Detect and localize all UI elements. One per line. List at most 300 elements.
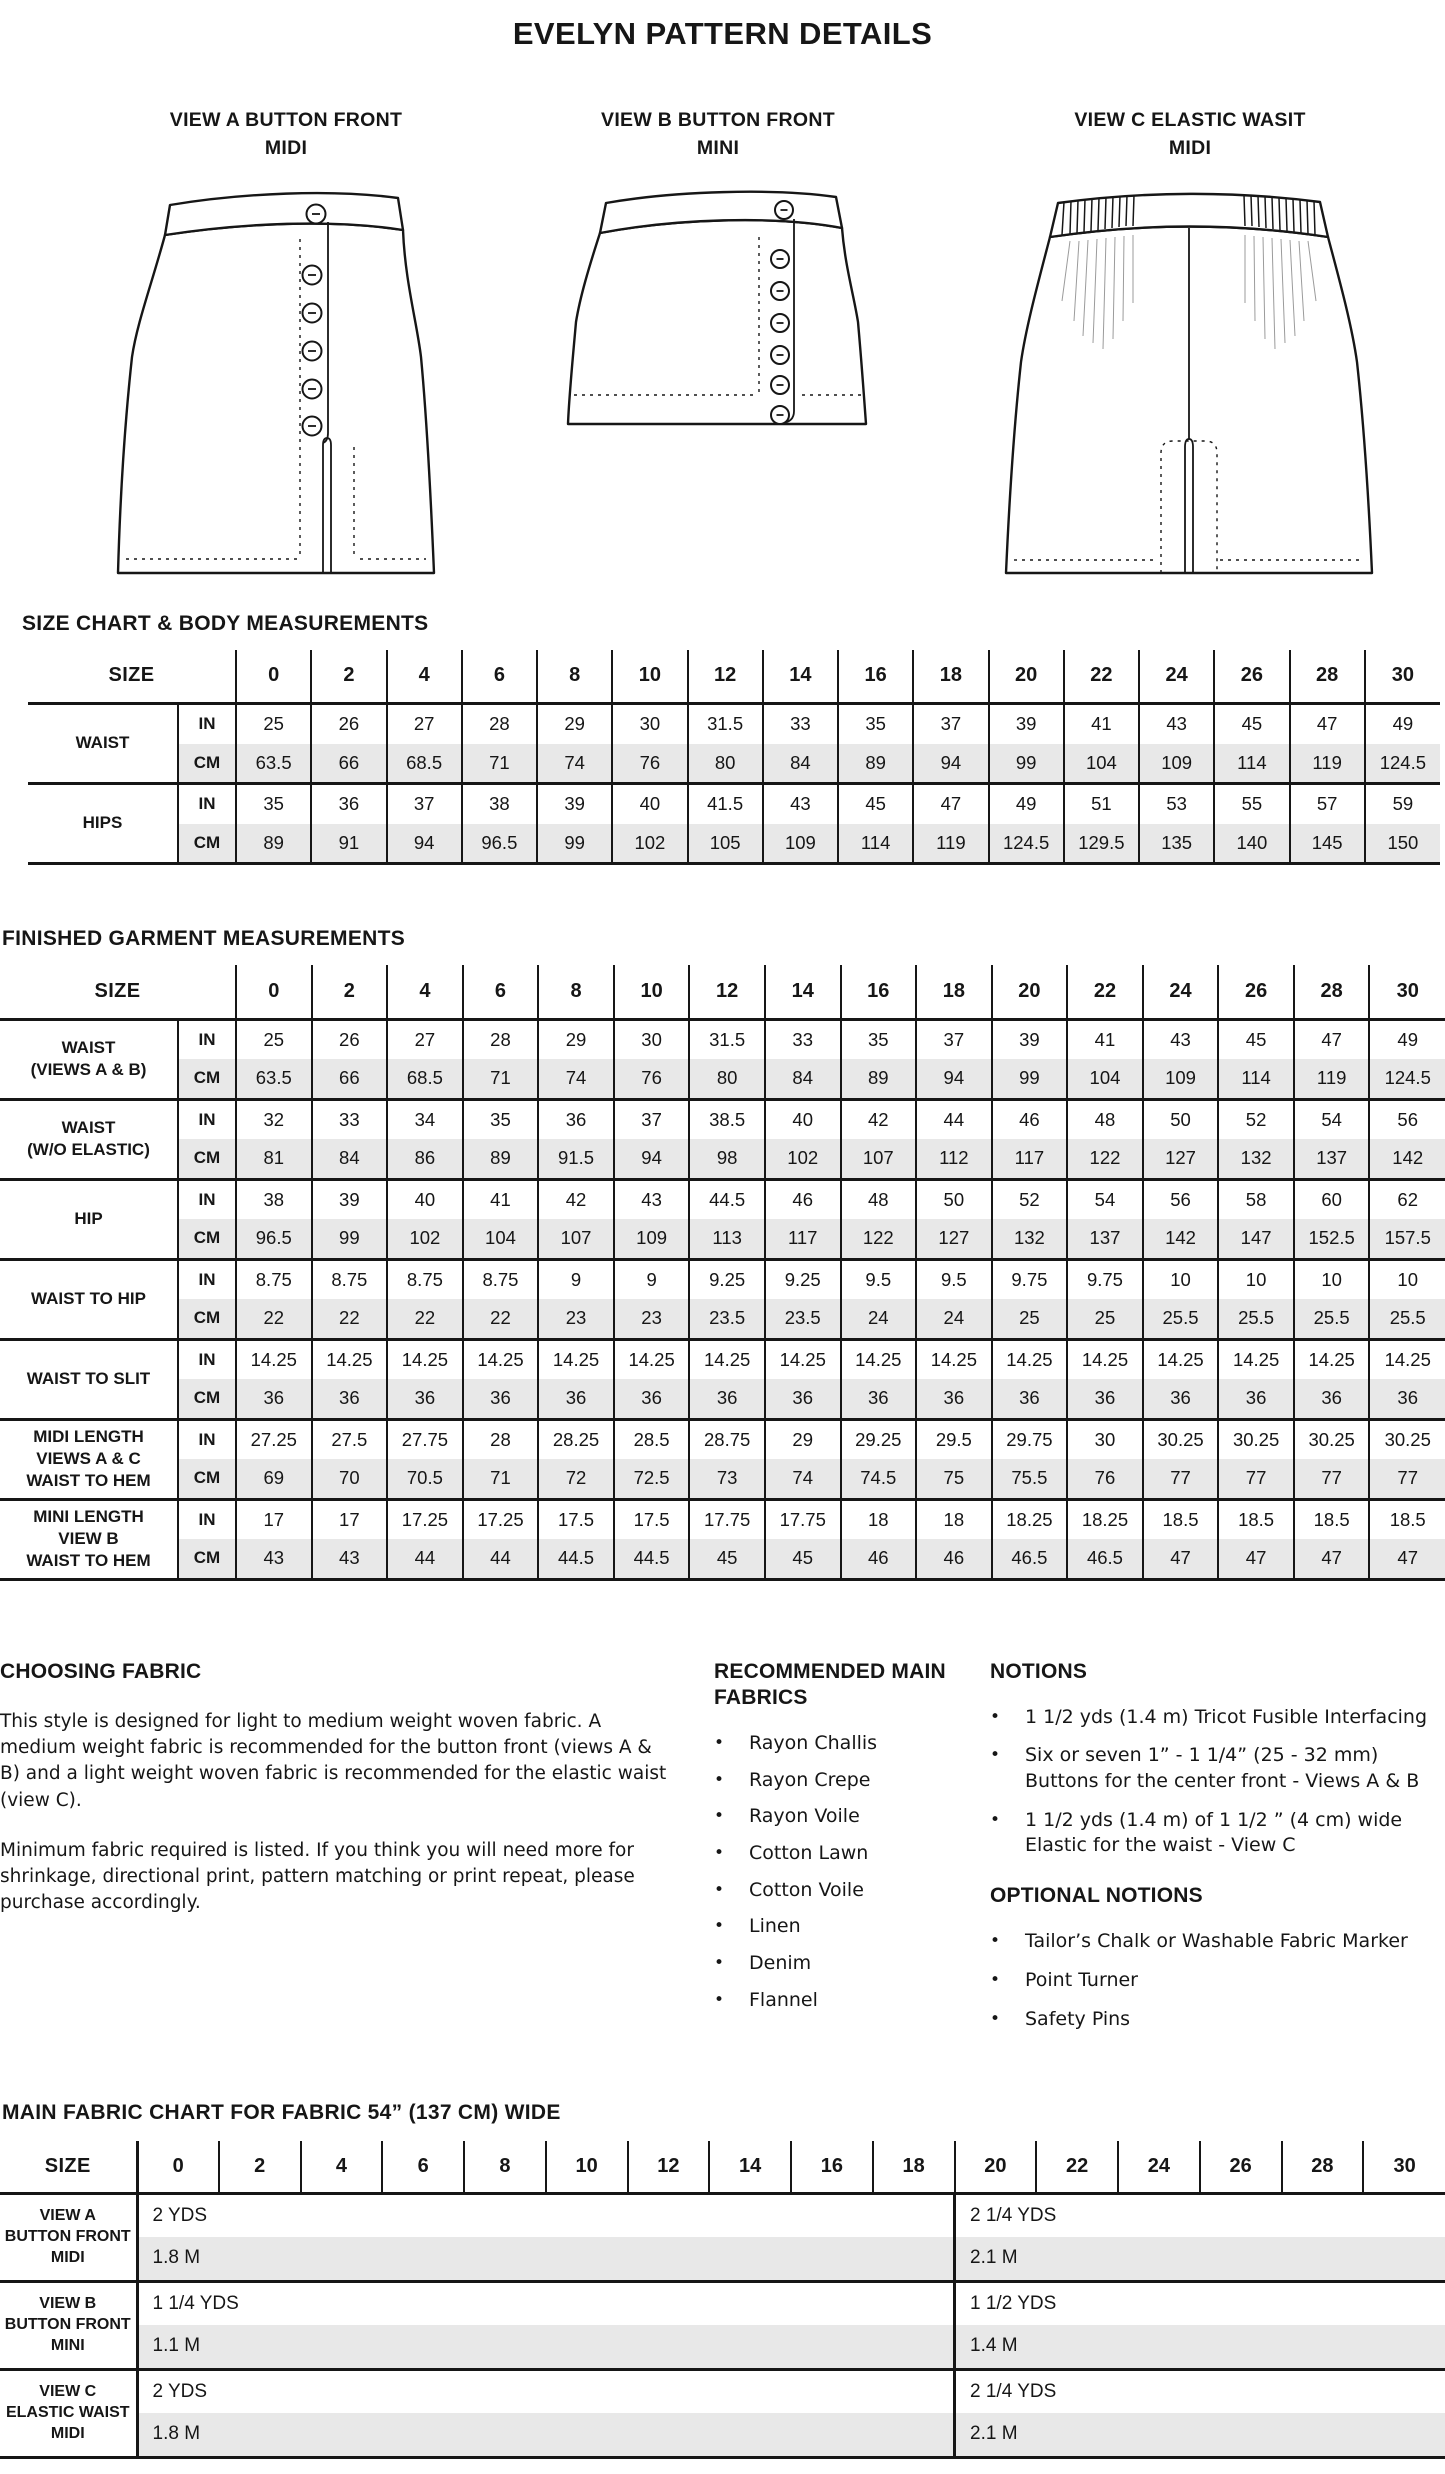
list-item — [990, 1968, 1442, 1994]
measurement-row-cm — [0, 1059, 1445, 1099]
table-cell: 14.25 — [463, 1339, 539, 1379]
table-cell: 25.5 — [1143, 1299, 1219, 1339]
table-cell: 37 — [913, 704, 988, 744]
size-column-header: 4 — [387, 650, 462, 704]
row-label: HIPS — [28, 784, 178, 864]
table-cell: 71 — [462, 744, 537, 784]
table-cell: 142 — [1369, 1139, 1445, 1179]
table-cell: 14.25 — [387, 1339, 463, 1379]
view-c-label: VIEW C ELASTIC WASIT MIDI — [986, 106, 1394, 163]
view-c-figure — [986, 106, 1394, 586]
table-cell: 40 — [387, 1179, 463, 1219]
table-cell: 30 — [612, 704, 687, 744]
table-cell: 122 — [1067, 1139, 1143, 1179]
unit-label-in: IN — [178, 784, 236, 824]
table-cell: 22 — [387, 1299, 463, 1339]
table-cell: 72 — [538, 1459, 614, 1499]
table-cell: 39 — [992, 1019, 1068, 1059]
row-label: WAIST TO HIP — [0, 1259, 178, 1339]
table-cell: 142 — [1143, 1219, 1219, 1259]
table-cell: 9 — [614, 1259, 690, 1299]
table-cell: 49 — [1369, 1019, 1445, 1059]
table-cell: 71 — [463, 1059, 539, 1099]
table-cell: 8.75 — [236, 1259, 312, 1299]
table-cell: 29.25 — [841, 1419, 917, 1459]
size-column-header: 2 — [312, 965, 388, 1019]
yardage-cell: 1.4 M — [955, 2325, 1445, 2369]
table-cell: 44.5 — [689, 1179, 765, 1219]
table-cell: 22 — [312, 1299, 388, 1339]
size-column-header: 28 — [1282, 2141, 1364, 2193]
table-cell: 40 — [612, 784, 687, 824]
size-column-header: 30 — [1363, 2141, 1445, 2193]
table-cell: 9.5 — [916, 1259, 992, 1299]
table-cell: 104 — [1067, 1059, 1143, 1099]
header-row — [0, 965, 1445, 1019]
table-body — [0, 1019, 1445, 1579]
bullet-icon: • — [990, 1705, 1025, 1731]
table-cell: 53 — [1139, 784, 1214, 824]
table-cell: 27.5 — [312, 1419, 388, 1459]
optional-notions-heading: OPTIONAL NOTIONS — [990, 1883, 1442, 1909]
table-cell: 36 — [312, 1379, 388, 1419]
table-cell: 44.5 — [614, 1539, 690, 1579]
notions-list — [990, 1705, 1442, 1859]
table-cell: 30 — [614, 1019, 690, 1059]
table-cell: 34 — [387, 1099, 463, 1139]
size-column-header: 26 — [1218, 965, 1294, 1019]
table-cell: 74 — [538, 1059, 614, 1099]
table-cell: 94 — [913, 744, 988, 784]
size-header-label: SIZE — [0, 2141, 137, 2193]
unit-label-cm: CM — [178, 744, 236, 784]
yardage-row-m — [0, 2237, 1445, 2281]
table-cell: 17 — [312, 1499, 388, 1539]
table-cell: 9.75 — [992, 1259, 1068, 1299]
table-cell: 46.5 — [1067, 1539, 1143, 1579]
table-body — [0, 2193, 1445, 2457]
size-column-header: 12 — [628, 2141, 710, 2193]
bullet-icon: • — [714, 1988, 749, 2014]
table-cell: 14.25 — [236, 1339, 312, 1379]
table-cell: 29 — [537, 704, 612, 744]
size-column-header: 16 — [791, 2141, 873, 2193]
table-cell: 91.5 — [538, 1139, 614, 1179]
yardage-cell: 1.1 M — [137, 2325, 955, 2369]
size-column-header: 10 — [614, 965, 690, 1019]
table-cell: 18.25 — [1067, 1499, 1143, 1539]
table-cell: 54 — [1294, 1099, 1370, 1139]
table-cell: 84 — [763, 744, 838, 784]
size-column-header: 20 — [989, 650, 1064, 704]
table-cell: 25.5 — [1218, 1299, 1294, 1339]
unit-label-cm: CM — [178, 824, 236, 864]
table-cell: 36 — [1218, 1379, 1294, 1419]
table-cell: 25.5 — [1369, 1299, 1445, 1339]
body-measurements-table — [28, 650, 1440, 866]
table-cell: 47 — [913, 784, 988, 824]
recommended-fabrics-column — [714, 1659, 982, 2046]
table-cell: 29.75 — [992, 1419, 1068, 1459]
table-cell: 36 — [538, 1099, 614, 1139]
table-cell: 38 — [462, 784, 537, 824]
table-cell: 23 — [614, 1299, 690, 1339]
table-cell: 71 — [463, 1459, 539, 1499]
measurement-row-in — [0, 1339, 1445, 1379]
table-cell: 36 — [1369, 1379, 1445, 1419]
table-cell: 89 — [841, 1059, 917, 1099]
list-item-text: Six or seven 1” - 1 1/4” (25 - 32 mm) Buttons for the center front - Views A & B — [1025, 1743, 1442, 1794]
main-fabric-chart-table — [0, 2141, 1445, 2459]
row-label: HIP — [0, 1179, 178, 1259]
table-cell: 117 — [992, 1139, 1068, 1179]
table-cell: 44 — [916, 1099, 992, 1139]
table-cell: 47 — [1294, 1019, 1370, 1059]
size-column-header: 22 — [1036, 2141, 1118, 2193]
table-cell: 52 — [992, 1179, 1068, 1219]
table-cell: 46 — [765, 1179, 841, 1219]
table-cell: 14.25 — [765, 1339, 841, 1379]
list-item — [990, 2007, 1442, 2033]
list-item-text: 1 1/2 yds (1.4 m) Tricot Fusible Interfacing — [1025, 1705, 1442, 1731]
fabric-chart-title: MAIN FABRIC CHART FOR FABRIC 54” (137 CM) WIDE — [2, 2101, 1445, 2125]
body-chart-section-title: SIZE CHART & BODY MEASUREMENTS — [22, 612, 1445, 636]
table-cell: 43 — [1143, 1019, 1219, 1059]
table-cell: 99 — [537, 824, 612, 864]
table-cell: 129.5 — [1064, 824, 1139, 864]
size-column-header: 18 — [916, 965, 992, 1019]
table-cell: 9.25 — [689, 1259, 765, 1299]
table-cell: 74 — [537, 744, 612, 784]
unit-label-cm: CM — [178, 1299, 236, 1339]
table-cell: 14.25 — [312, 1339, 388, 1379]
table-cell: 17.25 — [463, 1499, 539, 1539]
yardage-row-yds — [0, 2193, 1445, 2237]
table-cell: 72.5 — [614, 1459, 690, 1499]
bullet-icon: • — [990, 2007, 1025, 2033]
table-cell: 102 — [387, 1219, 463, 1259]
unit-label-in: IN — [178, 1259, 236, 1299]
list-item-text: Rayon Crepe — [749, 1768, 982, 1794]
table-cell: 45 — [838, 784, 913, 824]
unit-label-cm: CM — [178, 1539, 236, 1579]
table-cell: 36 — [614, 1379, 690, 1419]
table-cell: 66 — [312, 1059, 388, 1099]
list-item-text: Linen — [749, 1914, 982, 1940]
table-cell: 33 — [765, 1019, 841, 1059]
table-cell: 36 — [992, 1379, 1068, 1419]
table-cell: 70.5 — [387, 1459, 463, 1499]
table-cell: 35 — [236, 784, 311, 824]
table-cell: 77 — [1143, 1459, 1219, 1499]
table-cell: 109 — [1143, 1059, 1219, 1099]
table-cell: 145 — [1290, 824, 1365, 864]
table-cell: 22 — [463, 1299, 539, 1339]
table-cell: 86 — [387, 1139, 463, 1179]
table-header — [0, 2141, 1445, 2193]
table-cell: 137 — [1067, 1219, 1143, 1259]
table-cell: 46 — [916, 1539, 992, 1579]
page-title: EVELYN PATTERN DETAILS — [0, 16, 1445, 52]
table-cell: 44 — [463, 1539, 539, 1579]
table-cell: 9.25 — [765, 1259, 841, 1299]
table-cell: 75 — [916, 1459, 992, 1499]
table-cell: 28.25 — [538, 1419, 614, 1459]
size-column-header: 24 — [1118, 2141, 1200, 2193]
table-cell: 47 — [1294, 1539, 1370, 1579]
table-cell: 44 — [387, 1539, 463, 1579]
size-column-header: 18 — [873, 2141, 955, 2193]
table-cell: 23 — [538, 1299, 614, 1339]
table-cell: 127 — [916, 1219, 992, 1259]
unit-label-in: IN — [178, 1019, 236, 1059]
table-cell: 27 — [387, 1019, 463, 1059]
table-cell: 36 — [841, 1379, 917, 1419]
size-column-header: 12 — [689, 965, 765, 1019]
table-cell: 36 — [538, 1379, 614, 1419]
table-cell: 89 — [236, 824, 311, 864]
table-cell: 45 — [689, 1539, 765, 1579]
table-cell: 59 — [1365, 784, 1440, 824]
table-cell: 152.5 — [1294, 1219, 1370, 1259]
table-cell: 27 — [387, 704, 462, 744]
table-cell: 132 — [992, 1219, 1068, 1259]
table-cell: 105 — [688, 824, 763, 864]
bullet-icon: • — [714, 1768, 749, 1794]
table-cell: 150 — [1365, 824, 1440, 864]
table-cell: 9.75 — [1067, 1259, 1143, 1299]
table-cell: 89 — [463, 1139, 539, 1179]
table-cell: 36 — [765, 1379, 841, 1419]
row-label: MINI LENGTH VIEW B WAIST TO HEM — [0, 1499, 178, 1579]
size-column-header: 6 — [382, 2141, 464, 2193]
row-label: MIDI LENGTH VIEWS A & C WAIST TO HEM — [0, 1419, 178, 1499]
choosing-fabric-paragraph-2: Minimum fabric required is listed. If you think you will need more for shrinkage, directional print, pattern matching or print repeat, please purchase accordingly. — [0, 1838, 676, 1917]
list-item — [990, 1705, 1442, 1731]
list-item — [990, 1929, 1442, 1955]
table-cell: 30.25 — [1294, 1419, 1370, 1459]
table-cell: 14.25 — [916, 1339, 992, 1379]
table-cell: 28.75 — [689, 1419, 765, 1459]
row-label: VIEW B BUTTON FRONT MINI — [0, 2281, 137, 2369]
table-cell: 30.25 — [1369, 1419, 1445, 1459]
size-column-header: 0 — [137, 2141, 219, 2193]
measurement-row-in — [28, 784, 1440, 824]
yardage-cell: 1.8 M — [137, 2413, 955, 2457]
view-b-skirt-illustration — [544, 171, 892, 456]
table-cell: 74 — [765, 1459, 841, 1499]
table-cell: 39 — [312, 1179, 388, 1219]
table-cell: 47 — [1369, 1539, 1445, 1579]
table-cell: 58 — [1218, 1179, 1294, 1219]
table-cell: 114 — [1214, 744, 1289, 784]
table-cell: 17 — [236, 1499, 312, 1539]
table-cell: 81 — [236, 1139, 312, 1179]
table-cell: 14.25 — [1067, 1339, 1143, 1379]
size-column-header: 6 — [462, 650, 537, 704]
measurement-row-cm — [0, 1539, 1445, 1579]
table-cell: 23.5 — [765, 1299, 841, 1339]
measurement-row-cm — [0, 1299, 1445, 1339]
notions-heading: NOTIONS — [990, 1659, 1442, 1685]
table-cell: 68.5 — [387, 744, 462, 784]
table-cell: 36 — [1067, 1379, 1143, 1419]
measurement-row-cm — [28, 824, 1440, 864]
table-cell: 43 — [236, 1539, 312, 1579]
table-cell: 114 — [838, 824, 913, 864]
table-cell: 8.75 — [387, 1259, 463, 1299]
table-cell: 109 — [614, 1219, 690, 1259]
table-cell: 25 — [1067, 1299, 1143, 1339]
list-item — [714, 1768, 982, 1794]
table-cell: 36 — [1143, 1379, 1219, 1419]
size-column-header: 0 — [236, 650, 311, 704]
fabric-info-columns — [0, 1659, 1445, 2046]
size-column-header: 26 — [1214, 650, 1289, 704]
row-label: WAIST TO SLIT — [0, 1339, 178, 1419]
unit-label-cm: CM — [178, 1139, 236, 1179]
table-cell: 99 — [992, 1059, 1068, 1099]
table-cell: 41 — [1064, 704, 1139, 744]
row-label: WAIST (W/O ELASTIC) — [0, 1099, 178, 1179]
pattern-views — [0, 106, 1445, 586]
table-cell: 49 — [1365, 704, 1440, 744]
finished-garment-table — [0, 965, 1445, 1581]
bullet-icon: • — [714, 1878, 749, 1904]
yardage-cell: 2 YDS — [137, 2193, 955, 2237]
table-cell: 27.25 — [236, 1419, 312, 1459]
table-cell: 10 — [1218, 1259, 1294, 1299]
table-cell: 137 — [1294, 1139, 1370, 1179]
yardage-cell: 1.8 M — [137, 2237, 955, 2281]
list-item — [990, 1743, 1442, 1794]
table-cell: 28.5 — [614, 1419, 690, 1459]
table-cell: 77 — [1369, 1459, 1445, 1499]
table-cell: 37 — [916, 1019, 992, 1059]
table-cell: 84 — [765, 1059, 841, 1099]
table-cell: 107 — [841, 1139, 917, 1179]
table-cell: 14.25 — [1218, 1339, 1294, 1379]
table-cell: 18.5 — [1218, 1499, 1294, 1539]
list-item — [714, 1914, 982, 1940]
table-cell: 24 — [916, 1299, 992, 1339]
size-column-header: 16 — [838, 650, 913, 704]
list-item — [990, 1808, 1442, 1859]
size-column-header: 28 — [1290, 650, 1365, 704]
size-column-header: 12 — [688, 650, 763, 704]
table-cell: 63.5 — [236, 744, 311, 784]
table-cell: 55 — [1214, 784, 1289, 824]
table-cell: 47 — [1290, 704, 1365, 744]
bullet-icon: • — [990, 1808, 1025, 1834]
table-cell: 119 — [1294, 1059, 1370, 1099]
table-cell: 77 — [1218, 1459, 1294, 1499]
table-cell: 45 — [1214, 704, 1289, 744]
table-cell: 30 — [1067, 1419, 1143, 1459]
table-cell: 42 — [841, 1099, 917, 1139]
table-cell: 14.25 — [841, 1339, 917, 1379]
table-cell: 104 — [1064, 744, 1139, 784]
list-item-text: Point Turner — [1025, 1968, 1442, 1994]
yardage-cell: 1 1/2 YDS — [955, 2281, 1445, 2325]
measurement-row-cm — [0, 1139, 1445, 1179]
table-cell: 63.5 — [236, 1059, 312, 1099]
yardage-cell: 2.1 M — [955, 2237, 1445, 2281]
size-column-header: 20 — [992, 965, 1068, 1019]
table-cell: 48 — [1067, 1099, 1143, 1139]
table-cell: 75.5 — [992, 1459, 1068, 1499]
size-column-header: 30 — [1369, 965, 1445, 1019]
list-item — [714, 1878, 982, 1904]
table-cell: 17.75 — [689, 1499, 765, 1539]
row-label: WAIST (VIEWS A & B) — [0, 1019, 178, 1099]
measurement-row-cm — [0, 1379, 1445, 1419]
size-column-header: 14 — [763, 650, 838, 704]
table-cell: 157.5 — [1369, 1219, 1445, 1259]
table-cell: 22 — [236, 1299, 312, 1339]
yardage-cell: 2.1 M — [955, 2413, 1445, 2457]
table-cell: 17.5 — [614, 1499, 690, 1539]
table-cell: 29 — [765, 1419, 841, 1459]
table-cell: 45 — [765, 1539, 841, 1579]
table-cell: 25.5 — [1294, 1299, 1370, 1339]
table-cell: 25 — [236, 704, 311, 744]
table-cell: 62 — [1369, 1179, 1445, 1219]
table-cell: 41.5 — [688, 784, 763, 824]
recommended-fabrics-list — [714, 1731, 982, 2013]
bullet-icon: • — [990, 1929, 1025, 1955]
table-cell: 30.25 — [1143, 1419, 1219, 1459]
table-cell: 127 — [1143, 1139, 1219, 1179]
table-cell: 47 — [1218, 1539, 1294, 1579]
list-item-text: Tailor’s Chalk or Washable Fabric Marker — [1025, 1929, 1442, 1955]
table-cell: 18.5 — [1369, 1499, 1445, 1539]
table-cell: 112 — [916, 1139, 992, 1179]
table-cell: 18 — [916, 1499, 992, 1539]
table-cell: 33 — [312, 1099, 388, 1139]
measurement-row-in — [0, 1259, 1445, 1299]
table-cell: 46 — [841, 1539, 917, 1579]
table-cell: 29 — [538, 1019, 614, 1059]
table-cell: 40 — [765, 1099, 841, 1139]
table-cell: 119 — [1290, 744, 1365, 784]
table-cell: 28 — [463, 1419, 539, 1459]
table-cell: 119 — [913, 824, 988, 864]
table-cell: 36 — [387, 1379, 463, 1419]
size-column-header: 24 — [1143, 965, 1219, 1019]
table-cell: 104 — [463, 1219, 539, 1259]
table-cell: 14.25 — [1143, 1339, 1219, 1379]
table-cell: 109 — [763, 824, 838, 864]
table-cell: 102 — [612, 824, 687, 864]
table-cell: 35 — [463, 1099, 539, 1139]
table-cell: 31.5 — [688, 704, 763, 744]
row-label: VIEW A BUTTON FRONT MIDI — [0, 2193, 137, 2281]
table-cell: 25 — [992, 1299, 1068, 1339]
bullet-icon: • — [714, 1914, 749, 1940]
table-cell: 10 — [1294, 1259, 1370, 1299]
table-cell: 42 — [538, 1179, 614, 1219]
measurement-row-cm — [28, 744, 1440, 784]
table-cell: 17.25 — [387, 1499, 463, 1539]
table-cell: 60 — [1294, 1179, 1370, 1219]
yardage-cell: 2 1/4 YDS — [955, 2369, 1445, 2413]
table-cell: 43 — [1139, 704, 1214, 744]
table-cell: 94 — [614, 1139, 690, 1179]
list-item-text: Rayon Voile — [749, 1804, 982, 1830]
table-cell: 69 — [236, 1459, 312, 1499]
table-cell: 94 — [387, 824, 462, 864]
